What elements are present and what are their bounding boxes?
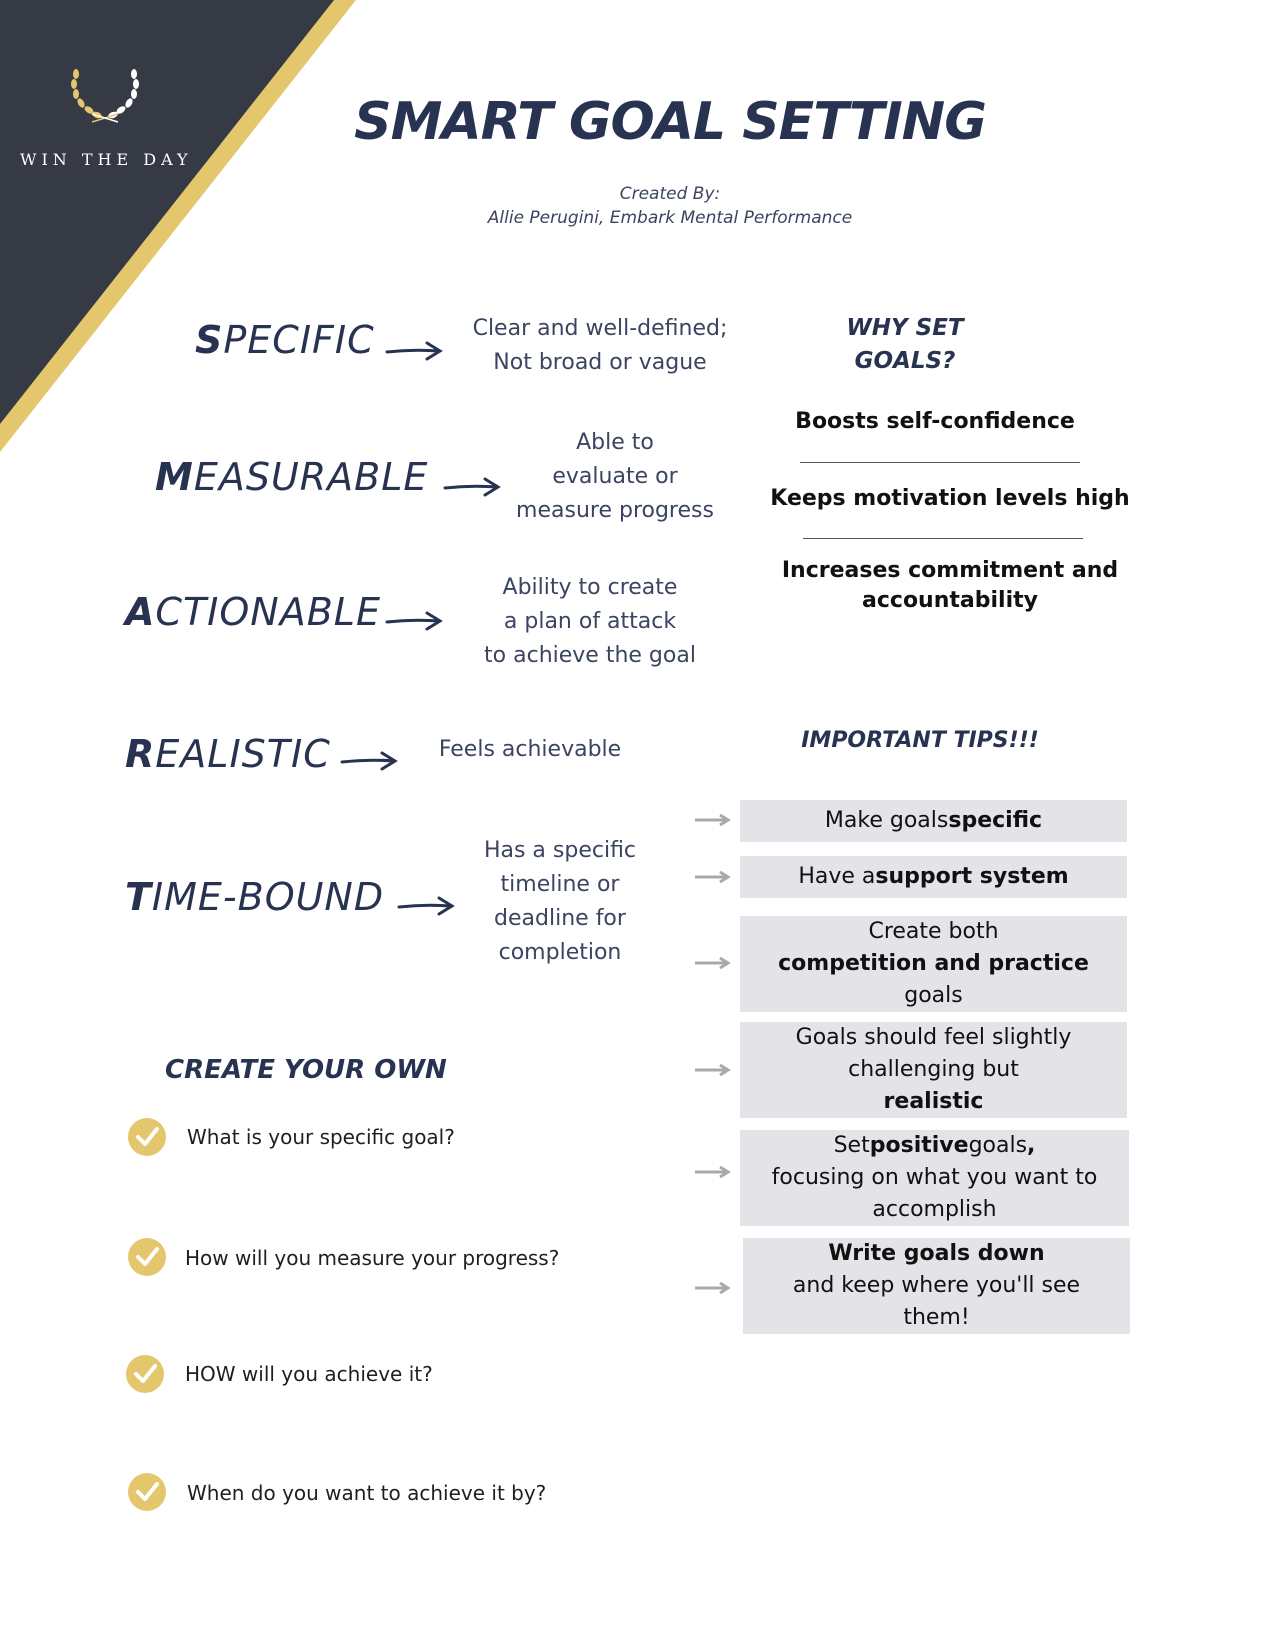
important-tips-title: IMPORTANT TIPS!!! bbox=[801, 728, 1039, 753]
brand-name: WIN THE DAY bbox=[20, 150, 193, 169]
author: Allie Perugini, Embark Mental Performance bbox=[487, 208, 853, 228]
divider bbox=[800, 462, 1080, 463]
question-item: HOW will you achieve it? bbox=[185, 1362, 433, 1386]
tip-text: focusing on what you want to accomplish bbox=[771, 1165, 1098, 1222]
tip-card bbox=[740, 1130, 1129, 1226]
laurel-logo-icon bbox=[70, 66, 140, 124]
arrow-right-icon bbox=[693, 1062, 733, 1078]
question-item: What is your specific goal? bbox=[187, 1125, 455, 1149]
tip-card bbox=[740, 1022, 1127, 1118]
smart-desc-time-bound: Has a specific timeline or deadline for completion bbox=[483, 838, 637, 965]
tip-card bbox=[740, 916, 1127, 1012]
smart-term-time-bound: TIME-BOUND bbox=[125, 875, 385, 919]
smart-desc-specific: Clear and well-defined; Not broad or vague bbox=[472, 316, 728, 375]
tip-text: Write goals down bbox=[828, 1241, 1045, 1266]
tip-text: competition and practice bbox=[778, 951, 1089, 976]
check-circle-icon bbox=[127, 1472, 167, 1512]
tip-text: specific bbox=[948, 808, 1043, 833]
smart-desc-realistic: Feels achievable bbox=[438, 737, 622, 762]
smart-term-measurable: MEASURABLE bbox=[155, 455, 429, 499]
tip-text: and keep where you'll see them! bbox=[792, 1273, 1081, 1330]
smart-desc-measurable: Able to evaluate or measure progress bbox=[516, 430, 714, 523]
arrow-right-icon bbox=[443, 476, 503, 498]
arrow-right-icon bbox=[693, 869, 733, 885]
tip-card bbox=[740, 856, 1127, 898]
tip-text: Have a bbox=[798, 864, 876, 889]
tip-card bbox=[743, 1238, 1130, 1334]
created-by bbox=[380, 182, 960, 230]
question-item: When do you want to achieve it by? bbox=[187, 1481, 547, 1505]
question-item: How will you measure your progress? bbox=[185, 1246, 560, 1270]
arrow-right-icon bbox=[693, 1280, 733, 1296]
corner-banner bbox=[0, 0, 360, 460]
tip-text: support system bbox=[875, 864, 1069, 889]
create-your-own-title: CREATE YOUR OWN bbox=[165, 1055, 447, 1085]
tip-text: positive bbox=[869, 1133, 969, 1158]
arrow-right-icon bbox=[693, 1164, 733, 1180]
tip-text: , bbox=[1027, 1133, 1036, 1158]
check-circle-icon bbox=[127, 1237, 167, 1277]
why-item: Keeps motivation levels high bbox=[770, 486, 1130, 511]
created-label: Created By: bbox=[619, 184, 721, 204]
smart-term-specific: SPECIFIC bbox=[195, 318, 375, 362]
arrow-right-icon bbox=[693, 955, 733, 971]
check-circle-icon bbox=[125, 1354, 165, 1394]
smart-term-actionable: ACTIONABLE bbox=[125, 590, 381, 634]
tip-text: Make goals bbox=[824, 808, 949, 833]
arrow-right-icon bbox=[340, 750, 400, 772]
tip-text: Create both bbox=[868, 919, 999, 944]
tip-text: Goals should feel slightly challenging but bbox=[795, 1025, 1072, 1082]
tip-text: goals bbox=[904, 983, 963, 1008]
smart-desc-actionable: Ability to create a plan of attack to achieve the goal bbox=[484, 575, 696, 668]
divider bbox=[803, 538, 1083, 539]
arrow-right-icon bbox=[385, 610, 445, 632]
why-item: Increases commitment and accountability bbox=[781, 558, 1119, 613]
arrow-right-icon bbox=[385, 340, 445, 362]
page-title: SMART GOAL SETTING bbox=[354, 92, 986, 152]
tip-text: goals bbox=[968, 1133, 1028, 1158]
why-item: Boosts self-confidence bbox=[795, 409, 1075, 434]
arrow-right-icon bbox=[693, 812, 733, 828]
tip-text: Set bbox=[833, 1133, 870, 1158]
arrow-right-icon bbox=[397, 895, 457, 917]
tip-text: realistic bbox=[883, 1089, 984, 1114]
smart-term-realistic: REALISTIC bbox=[125, 732, 331, 776]
check-circle-icon bbox=[127, 1117, 167, 1157]
tip-card bbox=[740, 800, 1127, 842]
why-set-goals-title: WHY SET GOALS? bbox=[846, 315, 964, 374]
